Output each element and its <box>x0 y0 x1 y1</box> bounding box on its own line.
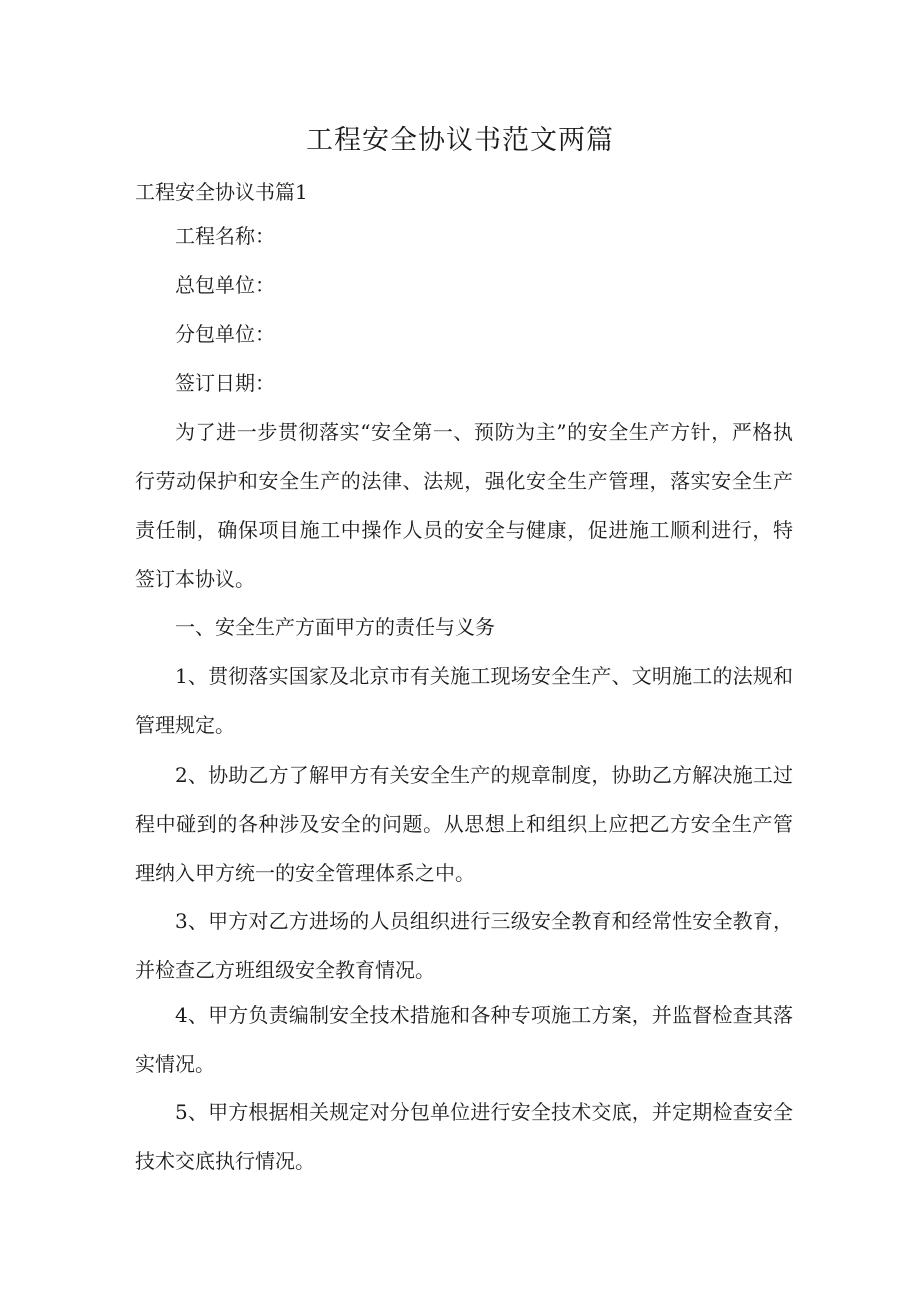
field-signing-date: 签订日期： <box>175 371 275 395</box>
intro-paragraph: 为了进一步贯彻落实“安全第一、预防为主”的安全生产方针，严格执行劳动保护和安全生产的法律、法规，强化安全生产管理，落实安全生产责任制，确保项目施工中操作人员的安全与健康，促进施工顺利进行，特签订本协议。 <box>135 420 793 591</box>
field-project-name: 工程名称： <box>175 224 275 248</box>
clause-5: 5、甲方根据相关规定对分包单位进行安全技术交底，并定期检查安全技术交底执行情况。 <box>135 1100 793 1173</box>
field-subcontractor: 分包单位： <box>175 322 275 346</box>
field-general-contractor: 总包单位： <box>175 273 275 297</box>
clause-4: 4、甲方负责编制安全技术措施和各种专项施工方案，并监督检查其落实情况。 <box>135 1003 793 1076</box>
clause-3: 3、甲方对乙方进场的人员组织进行三级安全教育和经常性安全教育，并检查乙方班组级安全教育情况。 <box>135 909 793 982</box>
document-title: 工程安全协议书范文两篇 <box>306 125 614 156</box>
section-heading-party-a: 一、安全生产方面甲方的责任与义务 <box>175 615 495 639</box>
agreement-subtitle: 工程安全协议书篇1 <box>135 180 308 204</box>
clause-2: 2、协助乙方了解甲方有关安全生产的规章制度，协助乙方解决施工过程中碰到的各种涉及安全的问题。从思想上和组织上应把乙方安全生产管理纳入甲方统一的安全管理体系之中。 <box>135 763 793 885</box>
clause-1: 1、贯彻落实国家及北京市有关施工现场安全生产、文明施工的法规和管理规定。 <box>135 664 793 737</box>
